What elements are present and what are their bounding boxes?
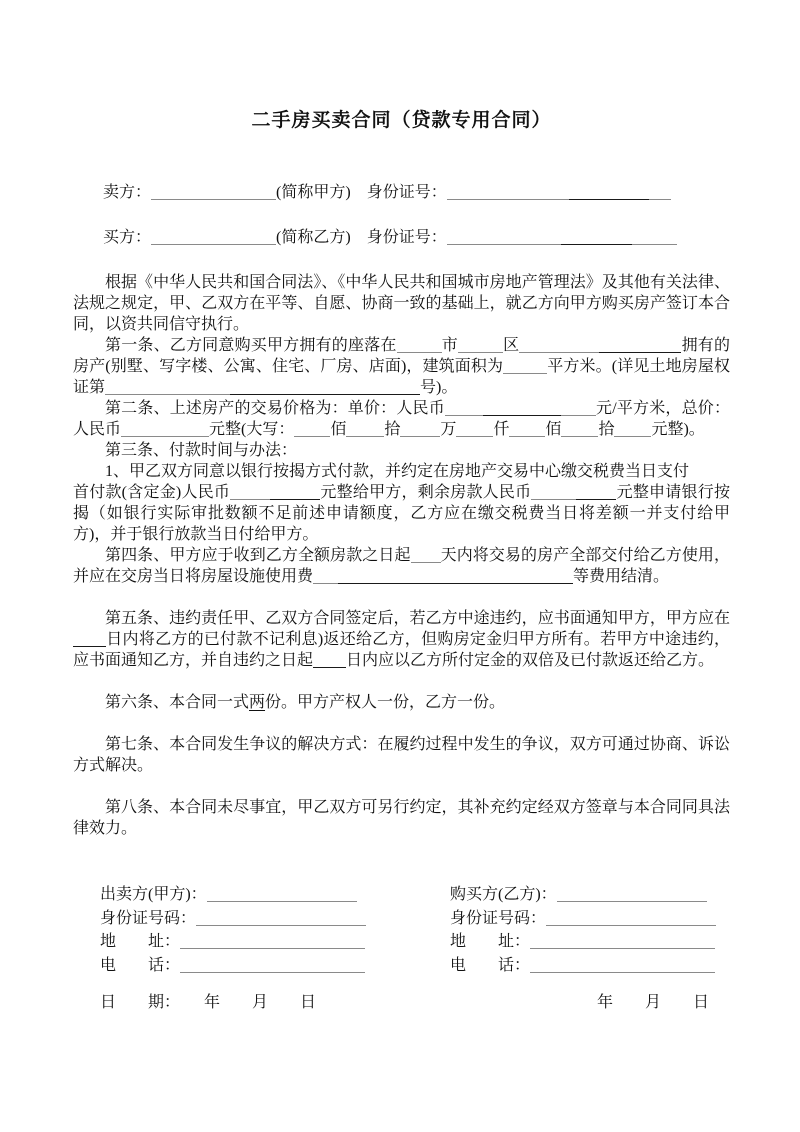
- blank-fill-line: [338, 570, 573, 584]
- blank-fill-line: [207, 888, 357, 902]
- blank-fill-line: [632, 231, 677, 245]
- text-segment: 日内应以乙方所付定金的双倍及已付款返还给乙方。: [346, 652, 715, 669]
- text-segment: 元整申请银行按揭（如银行实际审批数额不足前述申请额度，乙方应在缴交税费当日将差额一并支付给甲方)，并于银行放款当日付给甲方。: [73, 484, 730, 543]
- blank-fill-line: [509, 423, 545, 437]
- blank-fill-line: [151, 231, 276, 245]
- text-segment: 第三条、付款时间与办法：: [105, 442, 298, 459]
- blank-fill-line: [503, 360, 547, 374]
- text-segment: 1、甲乙双方同意以银行按揭方式付款，并约定在房地产交易中心缴交税费当日支付: [105, 463, 690, 480]
- signature-section: [73, 883, 730, 1015]
- clause-3-heading: [73, 440, 730, 461]
- text-segment: 仟: [493, 421, 510, 438]
- text-segment: 元整(大写：: [209, 421, 295, 438]
- blank-fill-line: [346, 423, 384, 437]
- blank-fill-line: [546, 912, 716, 926]
- text-segment: 元整给甲方，剩余房款人民币: [320, 484, 532, 501]
- blank-fill-line: [557, 888, 707, 902]
- blank-fill-line: [530, 935, 715, 949]
- text-segment: 卖方：: [103, 184, 152, 201]
- signature-buyer-column: [450, 883, 730, 1015]
- blank-fill-line: [530, 959, 715, 973]
- blank-fill-line: [483, 402, 561, 416]
- blank-fill-line: [400, 423, 440, 437]
- text-segment: 两: [249, 694, 266, 711]
- text-segment: (简称甲方): [276, 184, 351, 201]
- buyer-id-row: [450, 907, 730, 931]
- text-segment: 日 期： 年 月 日: [100, 994, 317, 1011]
- text-segment: 年 月 日: [597, 994, 710, 1011]
- buyer-address-row: [450, 930, 730, 954]
- text-segment: 第四条、甲方应于收到乙方全额房款之日起: [105, 547, 411, 564]
- clause-4: [73, 545, 730, 587]
- blank-fill-line: [180, 935, 365, 949]
- blank-fill-line: [397, 339, 442, 353]
- blank-fill-line: [599, 339, 681, 353]
- text-segment: 号)。: [420, 379, 458, 396]
- text-segment: 第五条、违约责任甲、乙双方合同签定后，若乙方中途违约，应书面通知甲方，甲方应在: [105, 610, 730, 627]
- blank-fill-line: [447, 186, 569, 200]
- blank-fill-line: [519, 339, 599, 353]
- text-segment: 根据《中华人民共和国合同法》、《中华人民共和国城市房地产管理法》及其他有关法律、法规之规定，甲、乙双方在平等、自愿、协商一致的基础上，就乙方向甲方购买房产签订本合同，以资共同信守执行。: [73, 274, 730, 333]
- text-segment: 第一条、乙方同意购买甲方拥有的座落在: [105, 337, 397, 354]
- blank-fill-line: [614, 423, 651, 437]
- blank-fill-line: [151, 186, 276, 200]
- text-segment: 身份证号码：: [100, 909, 197, 927]
- blank-fill-line: [576, 486, 616, 500]
- blank-fill-line: [313, 654, 346, 668]
- blank-fill-line: [73, 633, 106, 647]
- seller-phone-row: [100, 954, 450, 978]
- seller-address-row: [100, 930, 450, 954]
- blank-fill-line: [447, 231, 561, 245]
- text-segment: 第七条、本合同发生争议的解决方式：在履约过程中发生的争议，双方可通过协商、诉讼方式解决。: [73, 736, 730, 774]
- text-segment: 市: [441, 337, 458, 354]
- blank-fill-line: [456, 423, 493, 437]
- blank-fill-line: [105, 381, 230, 395]
- text-segment: 地 址：: [450, 933, 531, 950]
- text-segment: 电 话：: [100, 956, 181, 974]
- blank-fill-line: [411, 549, 441, 563]
- signature-seller-column: [73, 883, 450, 1015]
- text-segment: [351, 184, 367, 201]
- blank-fill-line: [270, 486, 320, 500]
- text-segment: 区: [502, 337, 520, 354]
- blank-fill-line: [294, 423, 330, 437]
- text-segment: 出卖方(甲方)：: [100, 886, 207, 903]
- text-segment: (简称乙方): [276, 229, 351, 246]
- blank-fill-line: [561, 402, 596, 416]
- text-segment: 电 话：: [450, 956, 531, 974]
- blank-fill-line: [196, 912, 366, 926]
- seller-id-row: [100, 907, 450, 931]
- text-segment: 首付款(含定金)人民币: [73, 484, 231, 501]
- blank-fill-line: [230, 381, 420, 395]
- contract-title: 二手房买卖合同（贷款专用合同）: [251, 109, 552, 131]
- blank-fill-line: [649, 186, 671, 200]
- clause-3-item-1: [73, 461, 730, 545]
- intro-paragraph: [73, 272, 730, 335]
- text-segment: 第六条、本合同一式: [105, 694, 250, 711]
- text-segment: 佰: [545, 421, 562, 438]
- blank-fill-line: [121, 423, 209, 437]
- blank-fill-line: [313, 570, 338, 584]
- party-line-seller: [73, 182, 730, 203]
- text-segment: 第八条、本合同未尽事宜，甲乙双方可另行约定，其补充约定经双方签章与本合同同具法律效力。: [73, 799, 730, 837]
- text-segment: 购买方(乙方)：: [450, 886, 557, 903]
- text-segment: 元整)。: [651, 421, 705, 438]
- text-segment: 身份证号：: [366, 229, 447, 246]
- blank-fill-line: [230, 486, 270, 500]
- blank-fill-line: [458, 339, 503, 353]
- clause-8: [73, 797, 730, 839]
- clause-1: [73, 335, 730, 398]
- text-segment: 拾: [384, 421, 401, 438]
- text-segment: 拾: [598, 421, 615, 438]
- text-segment: 平方米。(详见土地房屋权证第: [73, 358, 730, 396]
- text-segment: 元/平方米，总价：人民币: [73, 400, 730, 438]
- text-segment: 身份证号：: [366, 184, 447, 201]
- seller-name-row: [100, 883, 450, 907]
- blank-fill-line: [561, 423, 598, 437]
- blank-fill-line: [445, 402, 483, 416]
- text-segment: 佰: [330, 421, 347, 438]
- text-segment: 万: [440, 421, 457, 438]
- clause-7: [73, 734, 730, 776]
- party-line-buyer: [73, 227, 730, 248]
- text-segment: 买方：: [103, 229, 152, 246]
- seller-date-row: [100, 991, 450, 1015]
- text-segment: 地 址：: [100, 933, 181, 950]
- blank-fill-line: [531, 486, 576, 500]
- clause-6: [73, 692, 730, 713]
- buyer-date-row: [450, 991, 730, 1015]
- buyer-name-row: [450, 883, 730, 907]
- blank-fill-line: [180, 959, 365, 973]
- blank-fill-line: [569, 186, 649, 200]
- text-segment: 身份证号码：: [450, 909, 547, 927]
- text-segment: 拥有的房产(别墅、写字楼、公寓、住宅、厂房、店面)，建筑面积为: [73, 337, 730, 375]
- clause-5: [73, 608, 730, 671]
- text-segment: 日内将乙方的已付款不记利息)返还给乙方，但购房定金归甲方所有。若甲方中途违约，应书面通知乙方，并自违约之日起: [73, 631, 730, 669]
- text-segment: 等费用结清。: [573, 568, 670, 585]
- text-segment: 份。甲方产权人一份，乙方一份。: [265, 694, 506, 711]
- text-segment: [351, 229, 367, 246]
- clause-2: [73, 398, 730, 440]
- text-segment: 天内将交易的房产全部交付给乙方使用，并应在交房当日将房屋设施使用费: [73, 547, 730, 585]
- blank-fill-line: [561, 231, 632, 245]
- text-segment: 第二条、上述房产的交易价格为：单价：人民币: [105, 400, 445, 417]
- buyer-phone-row: [450, 954, 730, 978]
